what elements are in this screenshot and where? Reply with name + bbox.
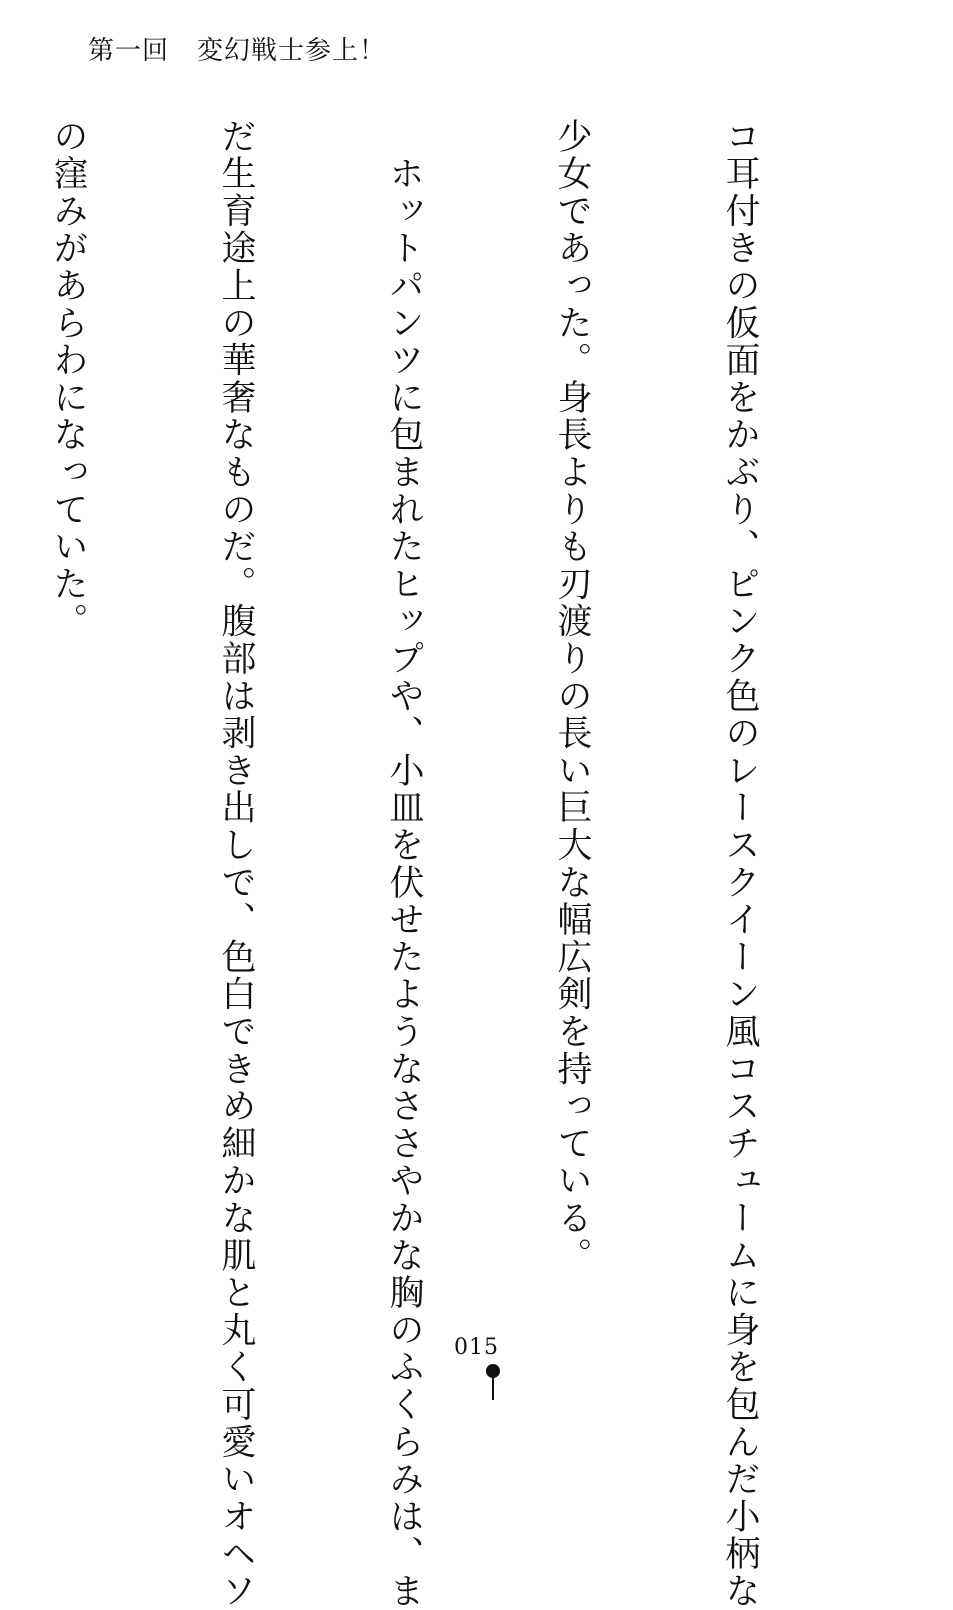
chapter-title: 変幻戦士参上！ — [197, 36, 387, 66]
page-marker-line — [492, 1376, 494, 1400]
chapter-number: 第一回 — [88, 36, 170, 66]
text-line: の窪みがあらわになっていた。 — [48, 118, 88, 641]
chapter-header — [88, 30, 386, 67]
text-line: 少女であった。身長よりも刃渡りの長い巨大な幅広剣を持っている。 — [552, 118, 592, 1275]
page-number: 015 — [454, 1335, 499, 1360]
text-line: ホットパンツに包まれたヒップや、小皿を伏せたようなささやかな胸のふくらみは、ま — [384, 118, 424, 1610]
text-line: コ耳付きの仮面をかぶり、ピンク色のレースクイーン風コスチュームに身を包んだ小柄な — [720, 118, 760, 1610]
text-line: だ生育途上の華奢なものだ。腹部は剥き出しで、色白できめ細かな肌と丸く可愛いオヘソ — [216, 118, 256, 1610]
